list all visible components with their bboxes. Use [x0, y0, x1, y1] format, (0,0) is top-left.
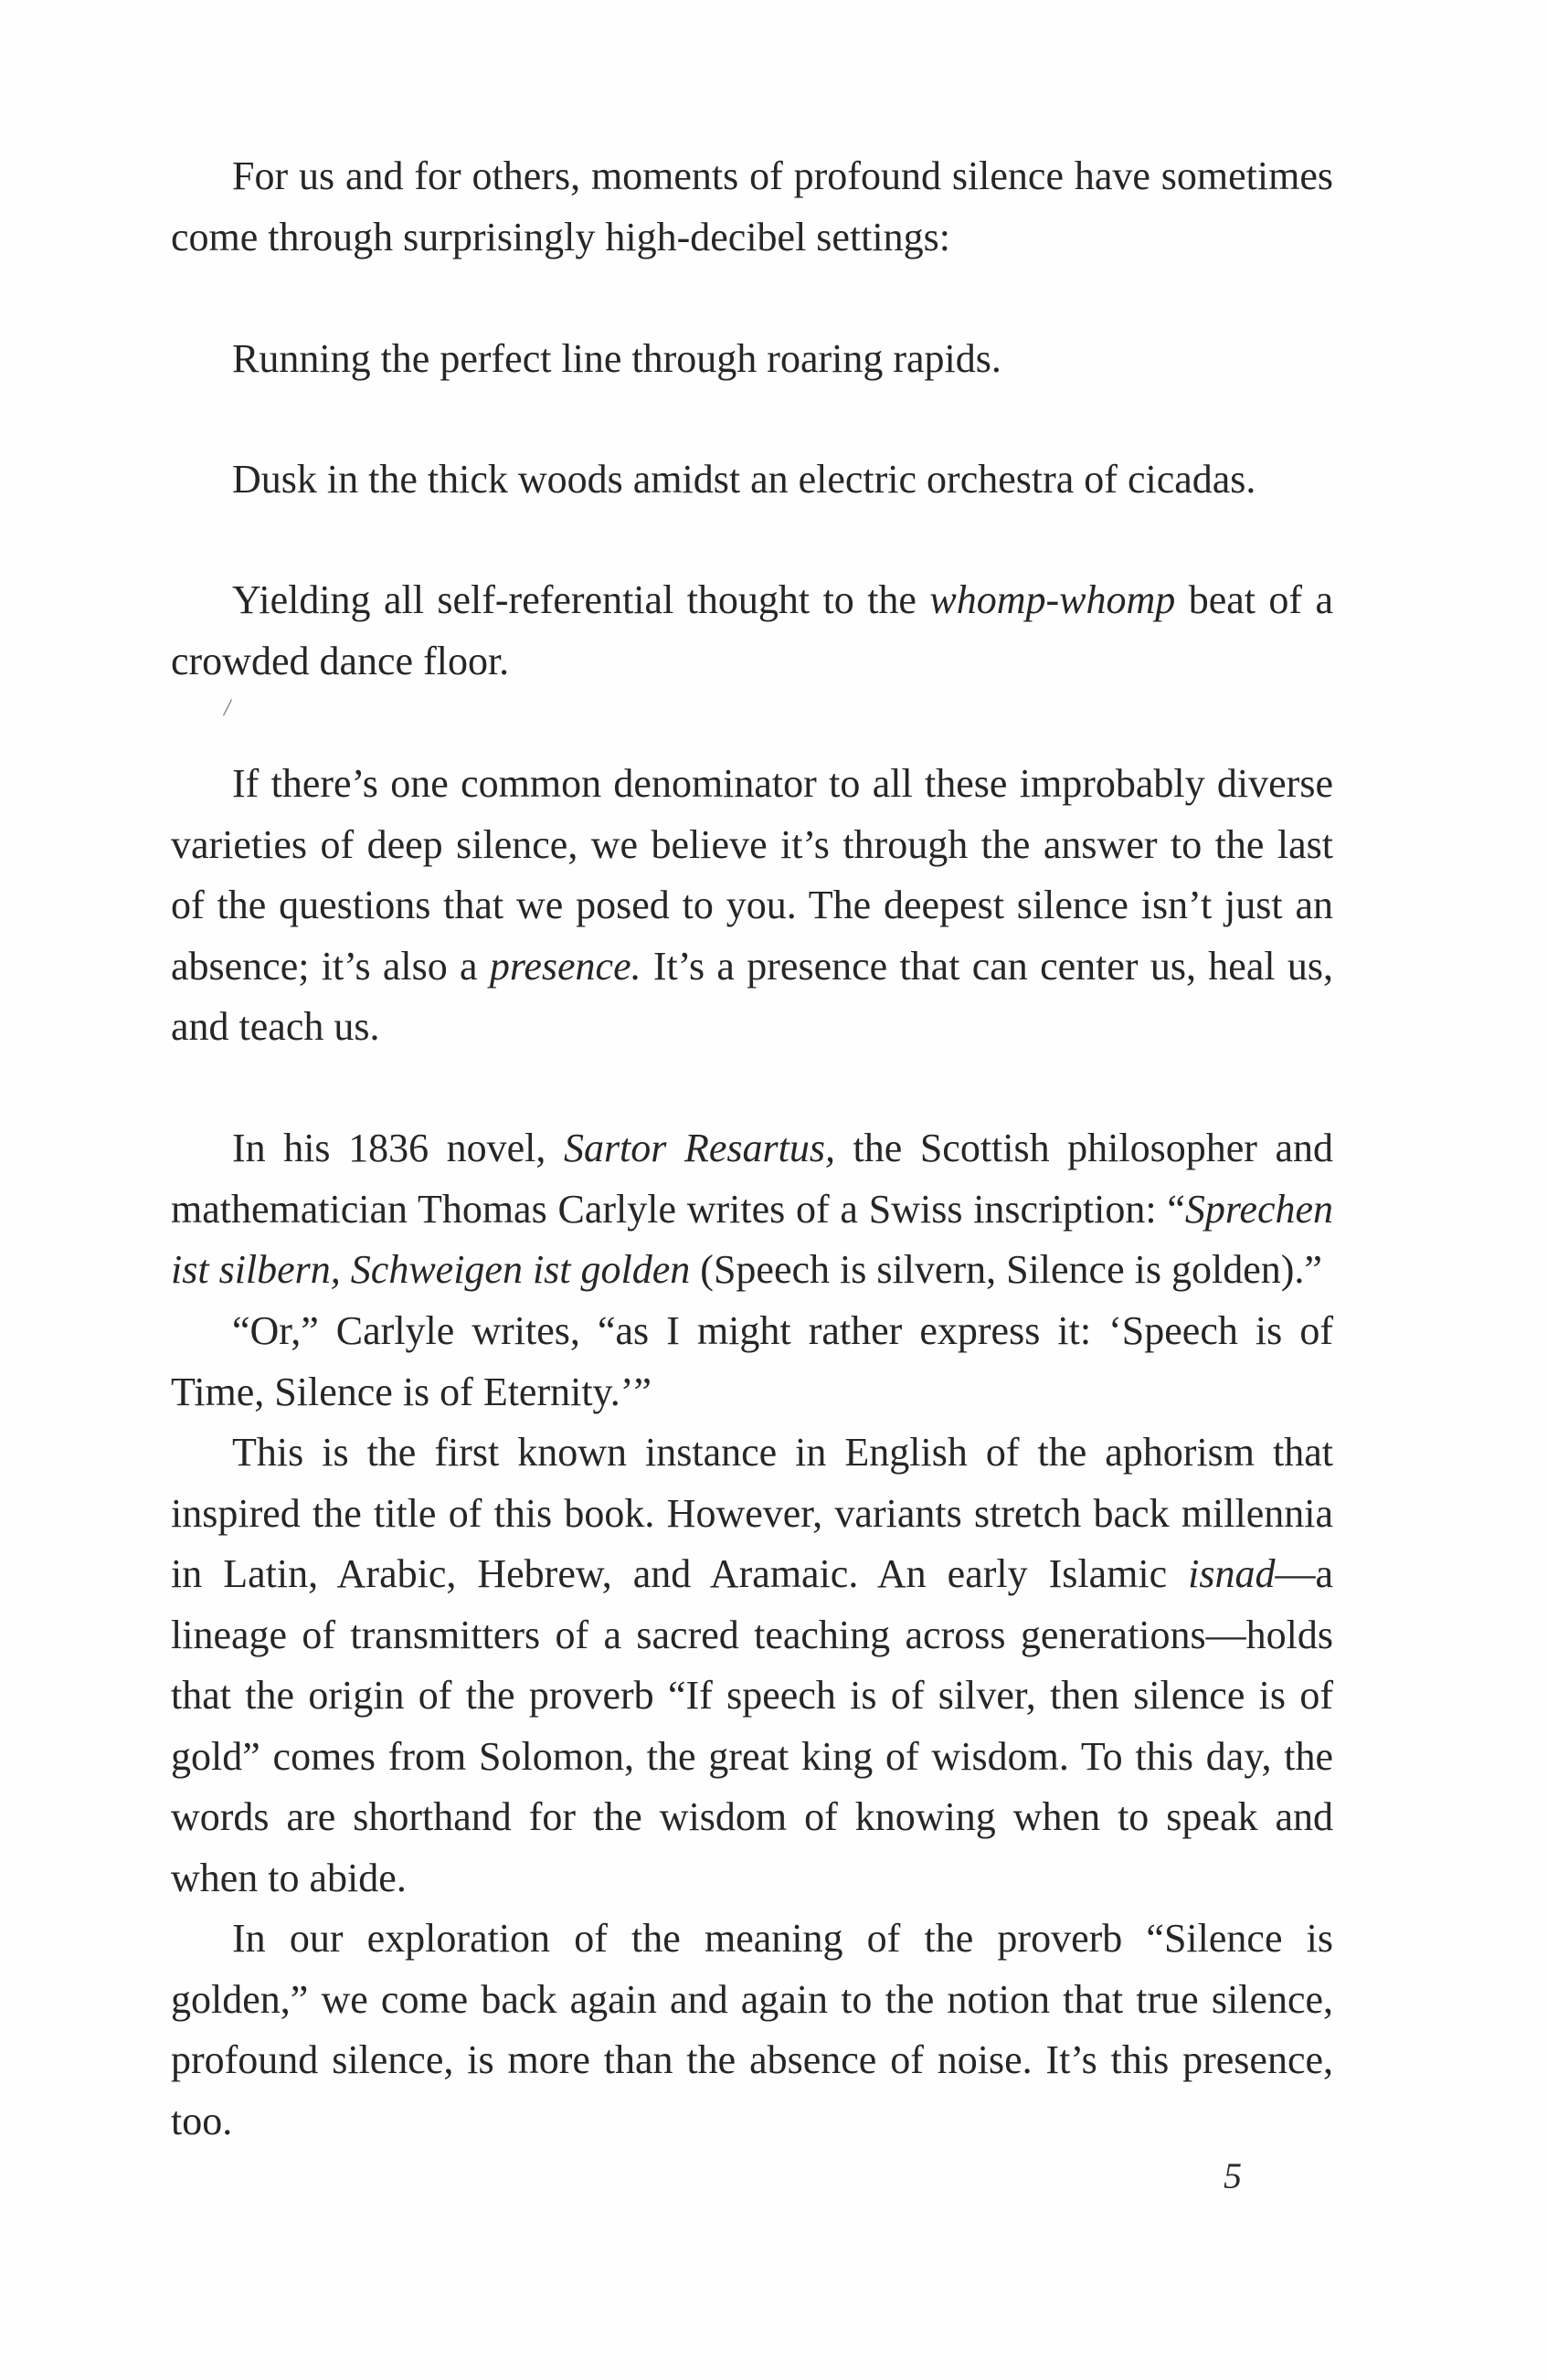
- paragraph-common-denominator: If there’s one common denominator to all these improbably diverse varieties of deep silence, we believe it’s through the answer to the last of the questions that we posed to you. The deepest silence isn’t just an absence; it’s also a presence. It’s a presence that can center us, heal us, and teach us.: [171, 761, 1333, 1049]
- italic-whomp-whomp: whomp-whomp: [929, 577, 1176, 622]
- paragraph-dance-floor: Yielding all self-referential thought to the whomp-whomp beat of a crowded dance floor.: [171, 577, 1334, 683]
- paragraph-rapids: Running the perfect line through roaring rapids.: [232, 336, 1001, 381]
- paragraph-carlyle-quote: “Or,” Carlyle writes, “as I might rather express it: ‘Speech is of Time, Silence is of Eternity.’”: [171, 1308, 1333, 1414]
- paragraph-first-known-instance: This is the first known instance in English of the aphorism that inspired the title of this book. However, variants stretch back millennia in Latin, Arabic, Hebrew, and Aramaic. An early Islamic isnad—a lineage of transmitters of a sacred teaching across generations—holds that the origin of the proverb “If speech is of silver, then silence is of gold” comes from Solomon, the great king of wisdom. To this day, the words are shorthand for the wisdom of knowing when to speak and when to abide.: [171, 1430, 1333, 1900]
- italic-isnad: isnad: [1188, 1551, 1276, 1596]
- paragraph-silence-is-golden: In our exploration of the meaning of the proverb “Silence is golden,” we come back again and again to the notion that true silence, profound silence, is more than the absence of noise. It’s this presence, too.: [171, 1916, 1333, 2143]
- italic-presence: presence.: [489, 943, 641, 989]
- italic-sprechen-quote: Sprechen ist silbern, Schweigen ist golden: [171, 1186, 1333, 1292]
- paragraph-sartor-resartus: In his 1836 novel, Sartor Resartus, the Scottish philosopher and mathematician Thomas Carlyle writes of a Swiss inscription: “Sprechen ist silbern, Schweigen ist golden (Speech is silvern, Silence is golden).”: [171, 1126, 1333, 1292]
- paragraph-high-decibel-settings: For us and for others, moments of profound silence have sometimes come through surprisingly high-decibel settings:: [171, 153, 1333, 259]
- page-number: 5: [1224, 2155, 1242, 2196]
- stray-mark: /: [224, 694, 231, 721]
- italic-sartor-resartus: Sartor Resartus,: [563, 1126, 835, 1170]
- paragraph-cicadas: Dusk in the thick woods amidst an electric orchestra of cicadas.: [232, 457, 1256, 502]
